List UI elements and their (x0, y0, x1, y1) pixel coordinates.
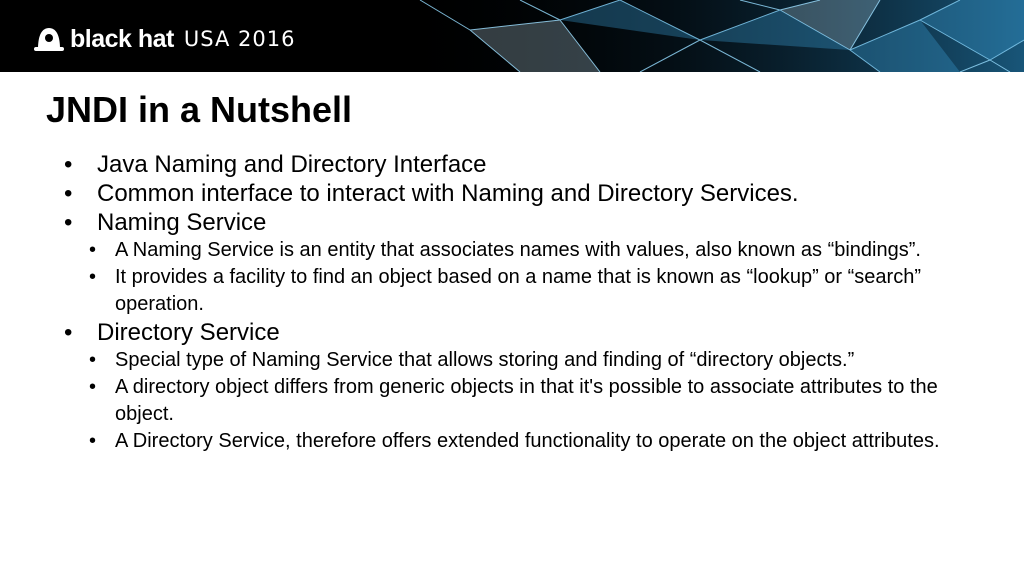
sub-list-item (64, 237, 994, 264)
header-banner (0, 0, 1024, 72)
logo-event-text: USA 2016 (183, 27, 296, 51)
bullet-icon: • (89, 376, 97, 398)
sub-list-item-text: Special type of Naming Service that allows storing and finding of “directory objects.” (115, 349, 855, 371)
list-item (64, 318, 994, 347)
bullet-icon: • (89, 349, 97, 371)
hat-icon (34, 25, 64, 53)
bullet-icon: • (64, 319, 73, 346)
sub-list-item-text: A directory object differs from generic objects in that it's possible to associate attributes to the object. (115, 376, 938, 425)
list-item (64, 150, 994, 179)
sub-list-item (64, 347, 994, 374)
sub-list-item (64, 428, 994, 455)
sub-bullet-list (64, 237, 994, 318)
bullet-icon: • (64, 151, 73, 178)
bullet-icon: • (64, 209, 73, 236)
slide-content (64, 150, 994, 455)
list-item (64, 208, 994, 237)
slide-title: JNDI in a Nutshell (46, 89, 353, 130)
sub-list-item (64, 374, 994, 428)
sub-list-item-text: A Directory Service, therefore offers extended functionality to operate on the object attributes. (115, 430, 940, 452)
sub-bullet-list (64, 347, 994, 455)
list-item-text: Java Naming and Directory Interface (97, 151, 487, 178)
list-item (64, 179, 994, 208)
bullet-icon: • (89, 239, 97, 261)
logo-brand-text: black hat (70, 24, 174, 53)
bullet-icon: • (89, 430, 97, 452)
list-item-text: Naming Service (97, 209, 267, 236)
bullet-list (64, 150, 994, 237)
list-item-text: Directory Service (97, 319, 280, 346)
sub-list-item-text: A Naming Service is an entity that associates names with values, also known as “bindings”. (115, 239, 921, 261)
blackhat-logo (34, 24, 295, 54)
bullet-list (64, 318, 994, 347)
bullet-icon: • (89, 266, 97, 288)
list-item-text: Common interface to interact with Naming and Directory Services. (97, 180, 799, 207)
sub-list-item (64, 264, 994, 318)
sub-list-item-text: It provides a facility to find an object based on a name that is known as “lookup” or “search” operation. (115, 266, 921, 315)
bullet-icon: • (64, 180, 73, 207)
